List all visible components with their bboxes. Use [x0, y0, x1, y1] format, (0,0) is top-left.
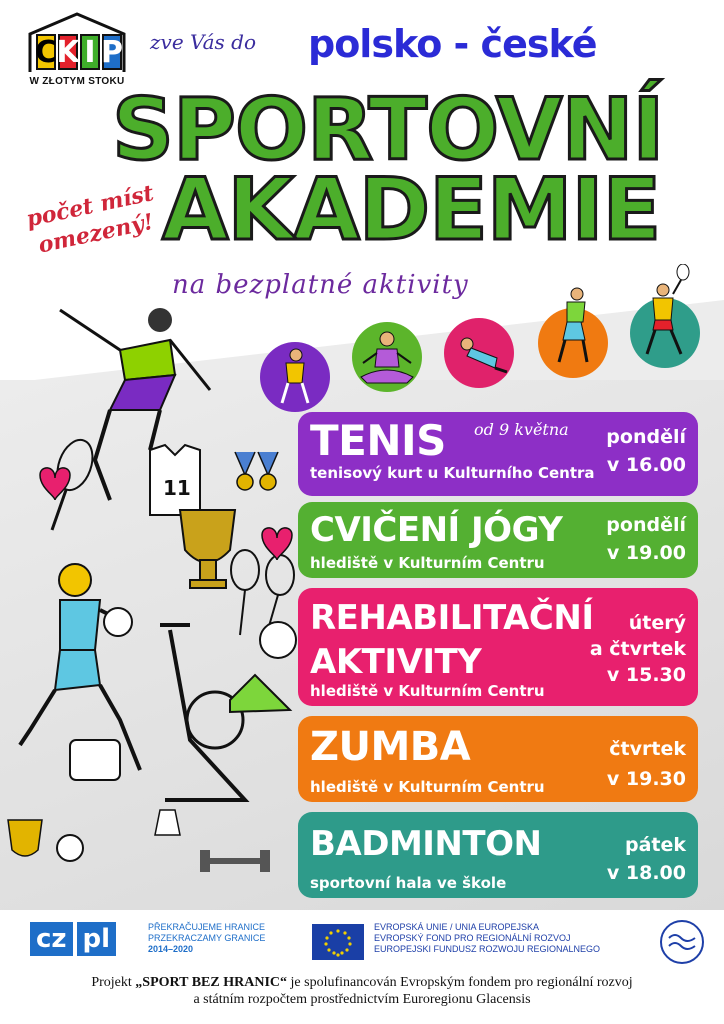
programme-line-pl: PRZEKRACZAMY GRANICE	[148, 933, 266, 943]
heart-icon	[262, 528, 292, 560]
activity-card-tenis	[298, 412, 698, 496]
zumba-icon	[551, 286, 595, 366]
page-title-line2: AKADEMIE	[162, 160, 661, 260]
programme-line-cz: PŘEKRAČUJEME HRANICE	[148, 922, 266, 932]
programme-years: 2014–2020	[148, 944, 194, 954]
header-subtitle: polsko - české	[308, 22, 597, 66]
activity-card-zumba	[298, 716, 698, 802]
activity-place: sportovní hala ve škole	[310, 874, 507, 892]
euroregion-glacensis-logo	[660, 920, 704, 964]
czpl-logo	[30, 922, 116, 956]
soccer-ball-icon	[260, 622, 296, 658]
stretching-icon	[449, 330, 509, 376]
programme-text	[148, 922, 265, 955]
activity-place: hlediště v Kulturním Centru	[310, 778, 545, 796]
funding-line1	[0, 974, 724, 991]
dumbbell-icon	[200, 850, 270, 872]
funding-line1-rest: je spolufinancován Evropským fondem pro regionální rozvoj	[290, 975, 633, 990]
activity-day: pondělí	[606, 514, 686, 536]
sports-illustration	[0, 300, 300, 900]
scale-icon	[70, 740, 120, 780]
activity-time: v 16.00	[606, 454, 686, 476]
circle-yoga	[352, 322, 422, 392]
invite-text: zve Vás do	[150, 30, 257, 54]
activity-card-badminton	[298, 812, 698, 898]
activity-place: tenisový kurt u Kulturního Centra	[310, 464, 595, 482]
tagline: na bezplatné aktivity	[172, 270, 469, 300]
logo-letter-c: C	[34, 34, 58, 70]
activity-card-rehabilitace	[298, 588, 698, 706]
activity-card-joga	[298, 502, 698, 578]
eu-line2: EVROPSKÝ FOND PRO REGIONÁLNÍ ROZVOJ	[374, 933, 571, 943]
activity-day: pondělí	[606, 426, 686, 448]
activity-time: v 15.30	[606, 664, 686, 686]
footer	[0, 912, 724, 1024]
circle-tennis	[260, 342, 330, 412]
activity-day: čtvrtek	[609, 738, 686, 760]
circle-zumba	[538, 308, 608, 378]
funding-prefix: Projekt	[91, 975, 132, 990]
activity-day-line2: a čtvrtek	[589, 638, 686, 660]
logo-letter-i: I	[80, 34, 100, 70]
activity-time: v 19.00	[606, 542, 686, 564]
pl-logo-part: pl	[77, 922, 117, 956]
badminton-player-icon	[635, 264, 695, 360]
activity-place: hlediště v Kulturním Centru	[310, 554, 545, 572]
shuttlecock-icon	[155, 810, 180, 835]
medals-icon	[235, 452, 278, 490]
activity-name: TENIS	[310, 416, 446, 465]
soccer-ball-icon	[104, 608, 132, 636]
cz-logo-part: cz	[30, 922, 73, 956]
eu-line1: EVROPSKÁ UNIE / UNIA EUROPEJSKA	[374, 922, 540, 932]
logo-letters	[36, 34, 122, 70]
eu-text	[374, 922, 600, 955]
circle-badminton	[630, 298, 700, 368]
logo-letter-k: K	[56, 34, 80, 70]
circle-stretching	[444, 318, 514, 388]
limited-places-note: počet míst omezený!	[24, 180, 157, 259]
small-trophy-icon	[8, 820, 42, 856]
funding-statement	[0, 974, 724, 1008]
activity-day: úterý	[628, 612, 686, 634]
activity-name: BADMINTON	[310, 824, 542, 864]
sneaker-icon	[230, 675, 290, 712]
page-title-line1: SPORTOVNÍ	[112, 80, 664, 180]
trophy-icon	[180, 510, 235, 588]
tennis-player-icon	[272, 347, 318, 407]
yoga-icon	[357, 329, 417, 385]
glacensis-emblem-icon	[667, 932, 697, 952]
stopwatch-icon	[57, 835, 83, 861]
activity-place: hlediště v Kulturním Centru	[310, 682, 545, 700]
funding-line2: a státním rozpočtem prostřednictvím Euroregionu Glacensis	[193, 992, 531, 1007]
activity-start-note: od 9 května	[474, 420, 569, 439]
logo-letter-p: P	[101, 34, 123, 70]
activity-time: v 18.00	[606, 862, 686, 884]
activity-name-line2: AKTIVITY	[310, 642, 482, 682]
eu-line3: EUROPEJSKI FUNDUSZ ROZWOJU REGIONALNEGO	[374, 944, 601, 954]
funding-project-name: „SPORT BEZ HRANIC“	[135, 975, 288, 990]
logo-subtitle: W ZŁOTYM STOKU	[29, 76, 125, 87]
activity-name: ZUMBA	[310, 724, 471, 770]
eu-flag-icon	[312, 924, 364, 960]
activity-day: pátek	[624, 834, 686, 856]
activity-time: v 19.30	[606, 768, 686, 790]
svg-text:11: 11	[163, 476, 191, 500]
activity-name: CVIČENÍ JÓGY	[310, 510, 563, 550]
activity-name: REHABILITAČNÍ	[310, 598, 594, 638]
jersey-icon	[150, 445, 200, 515]
